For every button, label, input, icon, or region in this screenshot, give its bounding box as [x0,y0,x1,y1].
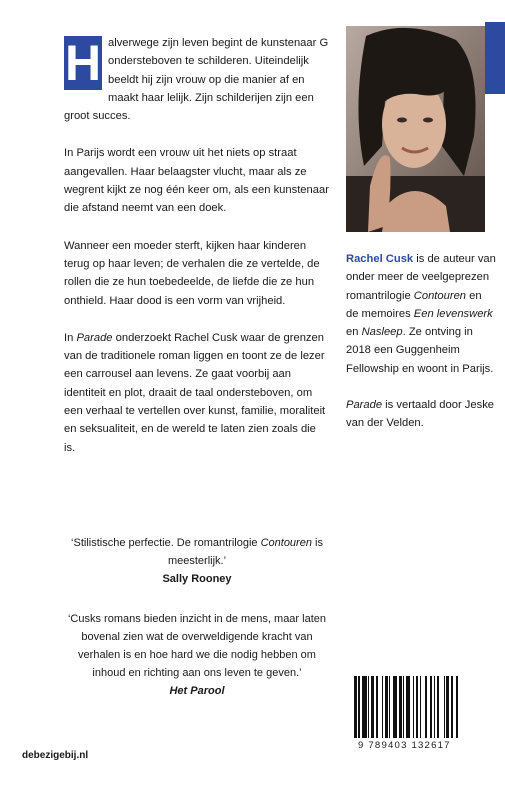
quote-text-part: is meesterlijk.’ [167,537,323,567]
book-title: Parade [76,331,113,344]
barcode [346,676,496,762]
barcode-bar [430,676,433,738]
translator-text: is vertaald door Jeske van der Velden. [346,399,495,430]
blurb-text: In [64,331,77,344]
memoir-title: Een levenswerk [413,307,493,320]
barcode-bar [451,676,454,738]
book-title: Parade [346,399,383,412]
quote-text-part: ‘Stilistische perfectie. De romantrilogie [71,537,261,549]
quote-source: Het Parool [169,685,225,697]
memoir-title: Nasleep [361,326,403,339]
barcode-bar [416,676,419,738]
blurb-paragraph [64,329,330,457]
author-bio [346,250,496,451]
bio-paragraph [346,250,496,378]
barcode-bar [399,676,402,738]
trilogy-title: Contouren [413,289,467,302]
barcode-bar [358,676,359,738]
barcode-bar [434,676,435,738]
barcode-bar [371,676,374,738]
blurb-paragraph [64,34,330,125]
quote-text [64,534,330,570]
bio-text: en [346,326,362,339]
back-cover-blurb [64,34,330,476]
barcode-bar [420,676,421,738]
barcode-bar [403,676,404,738]
publisher-website[interactable]: debezigebij.nl [22,750,89,761]
barcode-bar [385,676,388,738]
barcode-bar [456,676,457,738]
barcode-bar [354,676,357,738]
blue-edge-bar [485,22,505,94]
review-quote [64,610,330,700]
quote-title: Contouren [260,537,312,549]
barcode-bar [446,676,449,738]
author-photo [346,26,485,232]
bio-text: . Ze ontving in 2018 een Guggenheim Fellowship en woont in Parijs. [346,326,494,375]
barcode-bar [393,676,397,738]
barcode-bar [389,676,390,738]
author-name: Rachel Cusk [346,253,414,265]
bio-text: en de memoires [346,289,482,320]
barcode-bar [444,676,445,738]
barcode-bar [406,676,410,738]
barcode-bar [376,676,377,738]
isbn-number: 9 789403 132617 [358,740,451,751]
barcode-bar [382,676,383,738]
review-quote [64,534,330,588]
blurb-text: alverwege zijn leven begint de kunstenaar G ondersteboven te schilderen. Uiteindelijk beeldt hij zijn vrouw op die manier af en maakt haar lelijk. Zijn schilderijen zijn een groot succes. [64,37,329,123]
barcode-bars [354,676,484,738]
translator-credit [346,396,496,433]
drop-cap: H [64,35,102,91]
blurb-paragraph: In Parijs wordt een vrouw uit het niets op straat aangevallen. Haar belaagster vlucht, maar als ze wegrent kijkt ze nog één keer om, als een kunstenaar die afstand neemt van een doek. [64,147,329,215]
barcode-bar [413,676,414,738]
blurb-text: onderzoekt Rachel Cusk waar de grenzen van de traditionele roman liggen en toont ze de lezer een carrousel aan levens. Ze gaat voorbij aan identiteit en plot, draait de taal ondersteboven, om een verhaal te vertellen over kunst, familie, moraliteit en seksualiteit, en de wereld te laten zien zoals die is. [64,331,326,454]
review-quotes [64,534,330,722]
barcode-bar [437,676,440,738]
bio-text: is de auteur van onder meer de veelgeprezen romantrilogie [346,253,496,302]
quote-text: ‘Cusks romans bieden inzicht in de mens, maar laten bovenal zien wat de overweldigende kracht van verhalen is en hoe hard we die nodig hebben om inhoud en richting aan ons leven te geven.’ [67,613,326,679]
blurb-paragraph: Wanneer een moeder sterft, kijken haar kinderen terug op haar leven; de verhalen die ze vertelde, de rollen die ze hun toebedeelde, de liefde die ze hun onthield. Haar dood is een vorm van vrijheid. [64,239,320,307]
barcode-bar [368,676,369,738]
quote-source: Sally Rooney [162,573,232,585]
barcode-bar [425,676,426,738]
barcode-bar [362,676,366,738]
